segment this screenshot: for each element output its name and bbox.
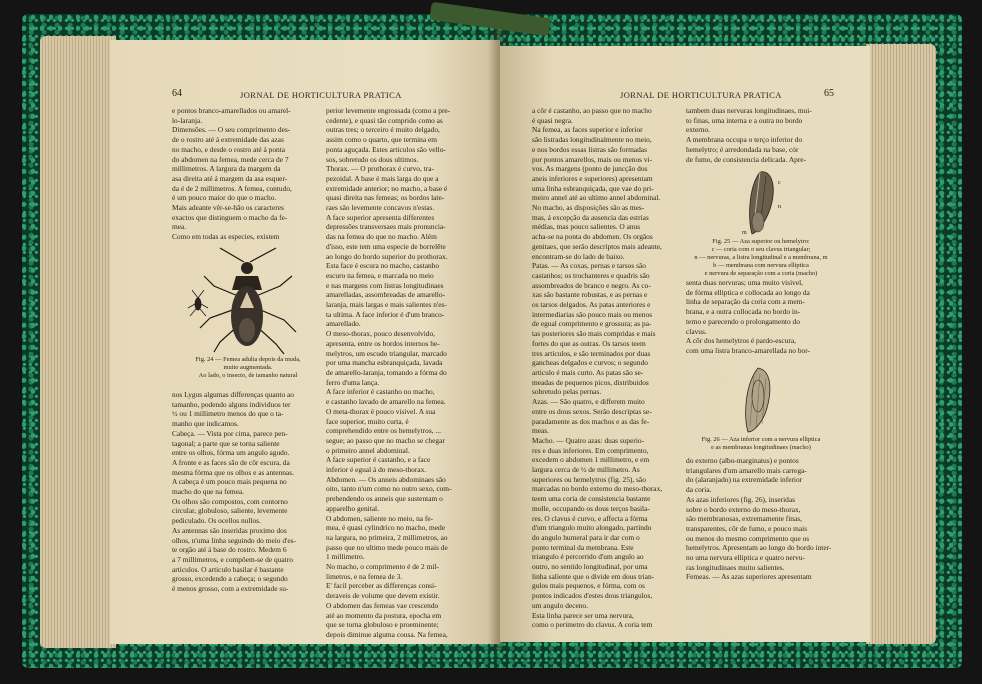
running-head: JORNAL DE HORTICULTURA PRATICA: [620, 90, 782, 100]
wing-figure-26: [738, 366, 778, 436]
insect-figure-24: [180, 246, 320, 356]
right-page: [500, 46, 870, 642]
svg-text:c: c: [778, 180, 781, 186]
left-page: [110, 40, 500, 644]
page-edges-right: [866, 44, 936, 644]
figure-25-caption: Fig. 25 — Aza superior ou hemelytro: c — coria com o seu clavus triangular; n — nervuras, a listra longitudinal e a membrana, m b — membrana com nervura elliptica e nervura de separação com a coria (macho): [694, 238, 828, 277]
text-column-2-top: tambem duas nervuras longitudinaes, mui- to finas, uma interna e a outra no bordo externo. A membrana occupa o terço inferior do hemelytro; é arredondada na base, cór de fumo, de consistencia delicada. Apre-: [686, 106, 812, 164]
text-column-1: a côr é castanho, ao passo que no macho é quasi negra. Na femea, as faces superior e inferior são listradas longitudinalmente no meio, e nos bordos essas listras são formadas por pontos amarellos, mais ou menos vi- vos. As margens (ponto de juncção dos aneis inferiores e superiores) apresentam uma linha esbranquiçada, que vae do pri- meiro annel até ao ultimo annel abdominal. No macho, as disposições são as mes- mas, á excepção da ausencia das estrias médias, mas pouco salientes. O anus acha-se na ponta do abdomen. Os orgãos genitaes, que serão descriptos mais adeante, encontram-se do lado de baixo. Patas. — As coxas, pernas e tarsos são castanhos; os trochanteres e quadris são assombreados de branco e negro. As co- xas são bastante robustas, e as pernas e os tarsos delgados. As patas anteriores e intermediarias são pouco mais ou menos de egual comprimento e grossura; as pa- tas posteriores são mais compridas e mais fortes do que as outras. Os tarsos teem tres articulos, e são terminados por duas gancheas delgados e curvos; o segundo articulo é mais curto. As patas são se- meadas de pequenos picos, distribuidos sobretudo pelas pernas. Azas. — São quatro, e differem muito entre os dous sexos. Serão descriptas se- paradamente as dos machos e as das fe- meas. Macho. — Quatro azas: duas superio- res e duas inferiores. Em comprimento, excedem o abdomen 1 millimetro, e em largura cerca de ½ de millimetro. As superiores ou hemelytros (fig. 25), são marcadas no bordo externo do meso-thorax, teem uma coria de consistencia bastante molle, occupando os dous terços basila- res. O clavus é curvo, e affecta a fórma d'um triangulo muito alongado, partindo do angulo humeral para ir dar com o ponto terminal da membrana. Este triangulo é percorrido d'um angulo ao outro, no sentido longitudinal, por uma linha saliente que o divide em dous trian- gulos mais pequenos, e fórma, com os pontos indicados d'estes dous triangulos, um angulo deceno. Esta linha parece ser uma nervura, como o perimetro do clavus. A coria tem: [532, 106, 663, 630]
text-column-2-mid: senta duas nervuras; uma muito visivel, de fórma elliptica e collocada ao longo da linha de separação da coria com a mem- brana, e a outra collocada no bordo in- terno e parecendo o prolongamento do clavus. A côr dos hemelytros é pardo-escura, com uma listra branco-amarellada no bor-: [686, 278, 811, 355]
text-column-2-bottom: do externo (albo-marginatus) e pontos triangulares d'um amarello mais carrega- do (alaranjado) na extremidade inferior da coria. As azas inferiores (fig. 26), inseridas sobre o bordo externo do meso-thorax, são membranosas, extremamente finas, transparentes, côr de fumo, e pouco mais ou menos do mesmo comprimento que os hemelytros. Apresentam ao longo do bordo inter- no uma nervura elliptica e quatro nervu- ras longitudinaes muito salientes. Femeas. — As azas superiores apresentam: [686, 456, 832, 582]
text-column-1-top: e pontos branco-amarellados ou amarel- lo-laranja. Dimensões. — O seu comprimento des- de o rostro até á extremidade das azas no macho, e desde o rostro até á ponta do abdomen na femea, mede cerca de 7 millimetros. A largura da margem da asa direita até á margem da asa esquer- da é de 2 millimetros. A femea, contudo, é um pouco maior do que o macho. Mais adeante vêr-se-hão os caracteres exactos que distinguem o macho da fe- mea. Como em todas as especies, existem: [172, 106, 292, 242]
text-column-2: perior levemente engrossada (como a pre- cedente), e quasi tão comprido como as outras tres; o terceiro é muito delgado, assim como o quarto, que termina em ponta aguçada. Estes articulos são vello- sos, sobretudo os dous ultimos. Thorax. — O prothorax é curvo, tra- pezoidal. A base é mais larga do que a extremidade anterior; no macho, a base é quasi direita nas femeas; os bordos late- raes são levemente concavos n'estas. A face superior apresenta differentes depressões transversaes mais pronuncia- das na femea do que no macho. Além d'isso, este tem uma especie de borrelête ao longo do bordo superior do prothorax. Esta face é escura no macho, castanho escuro na femea, e marcada no meio e nas margens com listras longitudinaes amarelladas, assombreadas de amarello- laranja, mais largas e mais salientes n'es- ta ultima. A face inferior é d'um branco- amarellado. O meso-thorax, pouco desenvolvido, apresenta, entre os bordos internos he- melytros, um escudo triangular, marcado por uma mancha esbranquiçada, lavada de amarello-laranja, tomando a fórma do ferro d'uma lança. A face inferior é castanho no macho, e castanho lavado de amarello na femea. O meta-thorax é pouco visivel. A sua face superior, muito curta, é comprehendido entre os hemelytros, ... segue; ao passo que no macho se chegar o primeiro annel abdominal. A face superior é castanho, e a face inferior é egual á do meso-thorax. Abdomen. — Os anneis abdominaes são oito, tanto n'um como no outro sexo, com- prehendendo os anneis que sustentam o apparelho genital. O abdomen, saliente no meio, na fe- mea, é quasi cylindrico no macho, mede na largura, no primeira, 2 millimetros, ao passo que no ultimo mede pouco mais de 1 millimetro. No macho, o comprimento é de 2 mil- limetros, e na femea de 3. E' facil perceber as differenças consi- deraveis de volume que devem existir. O abdomen das femeas vae crescendo até ao momento da postura, epocha em que se torna globuloso e proeminente; depois diminue alguma cousa. Na femea,: [326, 106, 452, 639]
running-head: JORNAL DE HORTICULTURA PRATICA: [240, 90, 402, 100]
figure-24-caption: Fig. 24 — Femea adulta depois da muda, muito augmentada. Ao lado, o insecto, de tamanho natural: [195, 356, 301, 379]
page-edges-left: [40, 36, 116, 648]
page-number: 64: [172, 88, 182, 99]
figure-26-caption: Fig. 26 — Aza inferior com a nervura elliptica e as membranas longitudinaes (macho): [701, 436, 821, 451]
page-number: 65: [824, 88, 834, 99]
svg-text:m: m: [742, 230, 747, 236]
svg-text:n: n: [778, 204, 781, 210]
wing-figure-25: [738, 168, 788, 238]
text-column-1-bottom: nos Lygus algumas differenças quanto ao tamanho, podendo alguns individuos ter ½ ou 1 millimetro menos do que o ta- manho que indicamos. Cabeça. — Vista por cima, parece pen- tagonal; a parte que se torna saliente entre os olhos, fórma um angulo agudo. A fronte e as faces são de côr escura, da mesma fórma que os olhos e as antennas. A cabeça é um pouco mais pequena no macho do que na femea. Os olhos são compostos, com contorno circular, globuloso, saliente, levemente pediculado. Os ocellos nullos. As antennas são inseridas proximo dos olhos, n'uma linha seguindo do meio d'es- te orgão até á base do rostro. Medem 6 a 7 millimetros, e compõem-se de quatro articulos. O articulo basilar é bastante grosso, excedendo a cabeça; o segundo é menos grosso, com a extremidade su-: [172, 390, 296, 594]
